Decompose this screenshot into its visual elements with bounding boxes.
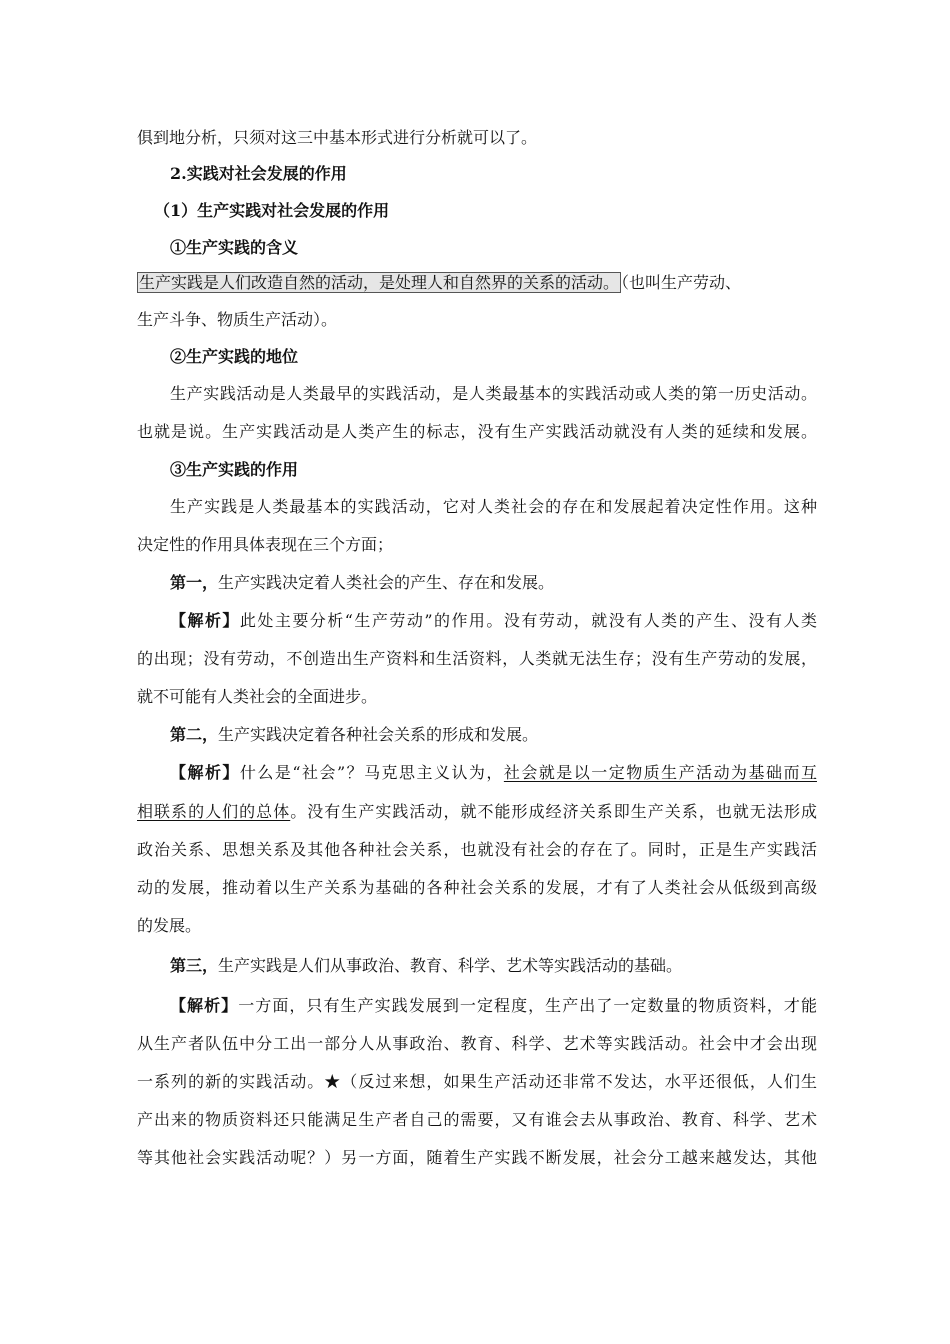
underlined-text: 相联系的人们的总体 <box>137 802 291 821</box>
text-line <box>137 802 817 822</box>
text-line: 也就是说。生产实践活动是人类产生的标志，没有生产实践活动就没有人类的延续和发展。 <box>137 422 817 441</box>
underlined-text: 社会就是以一定物质生产活动为基础而互 <box>503 763 817 782</box>
text-line: 的发展。 <box>137 916 202 935</box>
definition-note: （也叫生产劳动、 <box>621 273 742 292</box>
text-line: 产出来的物质资料还只能满足生产者自己的需要，又有谁会去从事政治、教育、科学、艺术 <box>137 1110 817 1129</box>
text-line: 决定性的作用具体表现在三个方面； <box>137 535 394 554</box>
item-heading: ①生产实践的含义 <box>170 238 299 257</box>
analysis-tag: 【解析】 <box>170 763 240 782</box>
analysis-line <box>170 611 817 631</box>
definition-line <box>137 273 817 293</box>
text-line: 一系列的新的实践活动。★（反过来想，如果生产活动还非常不发达，水平还很低，人们生 <box>137 1072 817 1091</box>
section-heading: 2.实践对社会发展的作用 <box>170 164 347 183</box>
text-line: 生产斗争、物质生产活动）。 <box>137 310 338 329</box>
text-line: 动的发展，推动着以生产关系为基础的各种社会关系的发展，才有了人类社会从低级到高级 <box>137 878 817 897</box>
analysis-tag: 【解析】 <box>170 611 240 630</box>
analysis-text: 什么是“社会”？马克思主义认为， <box>239 763 504 782</box>
text-line: 政治关系、思想关系及其他各种社会关系，也就没有社会的存在了。同时，正是生产实践活 <box>137 840 817 859</box>
point-line <box>170 573 817 593</box>
point-lead: 第一， <box>170 573 219 592</box>
analysis-text: 一方面，只有生产实践发展到一定程度，生产出了一定数量的物质资料，才能 <box>238 996 817 1015</box>
text-line: 的出现；没有劳动，不创造出生产资料和生活资料，人类就无法生存；没有生产劳动的发展， <box>137 649 817 668</box>
analysis-line <box>170 763 817 783</box>
point-text: 生产实践决定着各种社会关系的形成和发展。 <box>218 725 539 744</box>
text-line: 生产实践活动是人类最早的实践活动，是人类最基本的实践活动或人类的第一历史活动。 <box>170 384 817 403</box>
analysis-text: 此处主要分析“生产劳动”的作用。没有劳动，就没有人类的产生、没有人类 <box>239 611 817 630</box>
highlighted-definition: 生产实践是人们改造自然的活动，是处理人和自然界的关系的活动。 <box>139 273 620 292</box>
item-heading: ②生产实践的地位 <box>170 347 299 366</box>
point-line <box>170 956 817 976</box>
analysis-tag: 【解析】 <box>170 996 239 1015</box>
analysis-line <box>170 996 817 1016</box>
text-line: 从生产者队伍中分工出一部分人从事政治、教育、科学、艺术等实践活动。社会中才会出现 <box>137 1034 817 1053</box>
text-line: 等其他社会实践活动呢？）另一方面，随着生产实践不断发展，社会分工越来越发达，其他 <box>137 1148 817 1167</box>
point-text: 生产实践决定着人类社会的产生、存在和发展。 <box>218 573 555 592</box>
point-lead: 第二， <box>170 725 219 744</box>
point-lead: 第三， <box>170 956 219 975</box>
point-line <box>170 725 817 745</box>
text-span: 。没有生产实践活动，就不能形成经济关系即生产关系，也就无法形成 <box>290 802 817 821</box>
text-line: 就不可能有人类社会的全面进步。 <box>137 687 378 706</box>
point-text: 生产实践是人们从事政治、教育、科学、艺术等实践活动的基础。 <box>218 956 683 975</box>
subsection-heading: （1）生产实践对社会发展的作用 <box>154 201 390 220</box>
item-heading: ③生产实践的作用 <box>170 460 299 479</box>
text-line: 俱到地分析，只须对这三中基本形式进行分析就可以了。 <box>137 128 538 147</box>
text-line: 生产实践是人类最基本的实践活动，它对人类社会的存在和发展起着决定性作用。这种 <box>170 497 817 516</box>
